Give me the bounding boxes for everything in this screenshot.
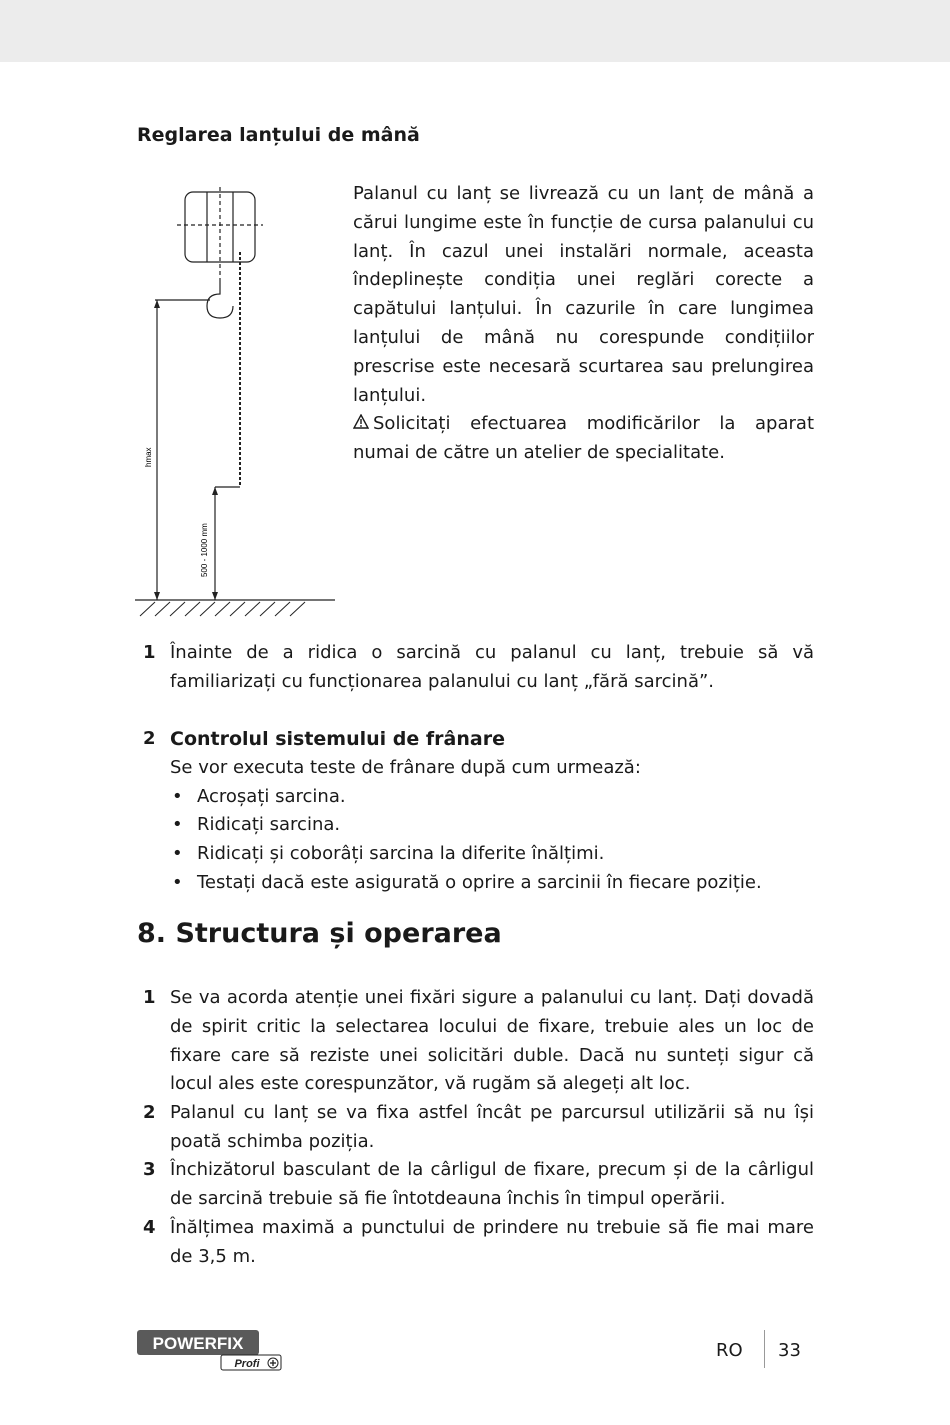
intro-paragraph-block	[353, 180, 814, 468]
list-item	[143, 1214, 814, 1272]
item-number: 3	[143, 1159, 156, 1180]
list-item	[143, 725, 814, 898]
list-item	[143, 984, 814, 1099]
hmax-label: hmax	[144, 447, 153, 467]
top-band	[0, 0, 950, 62]
bullet-item: • Testați dacă este asigurată o oprire a sarcinii în fiecare poziție.	[170, 869, 814, 898]
bullet-item: • Acroșați sarcina.	[170, 783, 814, 812]
list-item	[143, 1099, 814, 1157]
footer-divider	[764, 1330, 765, 1368]
page-number: 33	[778, 1340, 801, 1361]
bullet-item: • Ridicați și coborâți sarcina la diferite înălțimi.	[170, 840, 814, 869]
range-label: 500 - 1000 mm	[200, 523, 209, 577]
item-text: Se vor executa teste de frânare după cum urmează:	[170, 756, 641, 778]
section-heading: Reglarea lanțului de mână	[137, 124, 420, 146]
intro-paragraph: Palanul cu lanț se livrează cu un lanț de mână a cărui lungime este în funcție de cursa palanului cu lanț. În cazul unei instalări normale, aceasta îndeplinește condiția unei reglări corecte a capătului lanțului. În cazurile în care lungimea lanțului de mână nu corespunde condițiilor prescrise este necesară scurtarea sau prelungirea lanțului.	[353, 183, 814, 406]
item-text: Palanul cu lanț se va fixa astfel încât pe parcursul utilizării să nu își poată schimba poziția.	[170, 1102, 814, 1152]
chapter-heading: 8. Structura și operarea	[137, 918, 502, 949]
item-text: Înainte de a ridica o sarcină cu palanul cu lanț, trebuie să vă familiarizați cu funcționarea palanului cu lanț „fără sarcină”.	[170, 642, 814, 692]
footer-language: RO	[716, 1340, 743, 1361]
warning-paragraph	[353, 410, 814, 468]
item-number: 2	[143, 1102, 156, 1123]
item-text: Se va acorda atenție unei fixări sigure a palanului cu lanț. Dați dovadă de spirit critic la selectarea locului de fixare, trebuie ales un loc de fixare care să reziste unei solicitări duble. Dacă nu sunteți sigur că locul ales este corespunzător, vă rugăm să alegeți alt loc.	[170, 987, 814, 1095]
powerfix-logo	[137, 1330, 285, 1372]
logo-text: POWERFIX	[152, 1334, 244, 1353]
warning-triangle-icon	[353, 410, 373, 439]
bullet-item: • Ridicați sarcina.	[170, 811, 814, 840]
logo-sub: Profi	[234, 1358, 260, 1370]
warning-text: Solicitați efectuarea modificărilor la aparat numai de către un atelier de specialitate.	[353, 413, 814, 464]
chain-hoist-diagram	[135, 182, 340, 630]
item-number: 2	[143, 728, 156, 749]
item-number: 4	[143, 1217, 156, 1238]
item-text: Înălțimea maximă a punctului de prindere nu trebuie să fie mai mare de 3,5 m.	[170, 1217, 814, 1267]
subsection-title: Controlul sistemului de frânare	[170, 728, 505, 750]
list-item	[143, 1156, 814, 1214]
bullet-list	[170, 783, 814, 898]
item-text: Închizătorul basculant de la cârligul de fixare, precum și de la cârligul de sarcină trebuie să fie întotdeauna închis în timpul operării.	[170, 1159, 814, 1209]
list-item	[143, 639, 814, 697]
item-number: 1	[143, 642, 156, 663]
item-number: 1	[143, 987, 156, 1008]
